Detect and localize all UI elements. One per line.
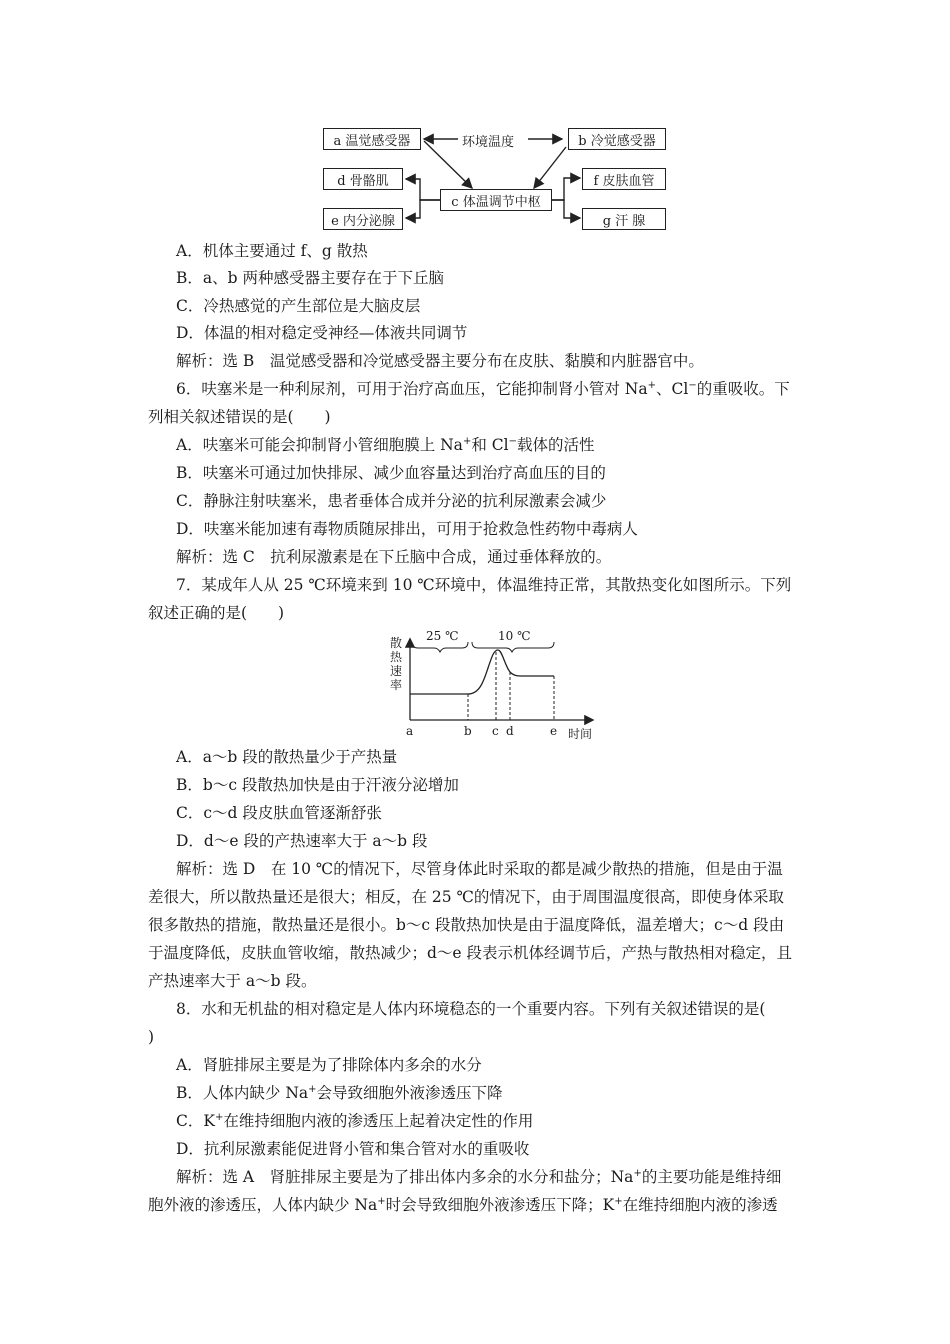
endocrine-gland-box: e 内分泌腺 — [323, 208, 403, 230]
q5-option-b: B．a、b 两种感受器主要存在于下丘脑 — [176, 269, 444, 287]
q5-analysis: 解析：选 B 温觉感受器和冷觉感受器主要分布在皮肤、黏膜和内脏器官中。 — [176, 352, 704, 370]
graph-label-10: 10 ℃ — [498, 629, 531, 643]
q7-stem-line1: 7．某成年人从 25 ℃环境来到 10 ℃环境中，体温维持正常，其散热变化如图所示。下列 — [176, 576, 792, 594]
tick-c: c — [492, 724, 499, 738]
q7-analysis-line1: 解析：选 D 在 10 ℃的情况下，尽管身体此时采取的都是减少散热的措施，但是由于温 — [176, 860, 783, 878]
q6-option-a-text: 和 Cl — [471, 436, 509, 454]
tick-a: a — [406, 724, 414, 738]
q8-analysis-text: 胞外液的渗透压，人体内缺少 Na — [148, 1196, 378, 1214]
tick-e: e — [550, 724, 558, 738]
q6-option-d: D．呋塞米能加速有毒物质随尿排出，可用于抢救急性药物中毒病人 — [176, 520, 638, 538]
y-char: 速 — [390, 664, 403, 678]
q6-stem-line2: 列相关叙述错误的是( ) — [148, 408, 331, 426]
q8-option-c-text: C．K — [176, 1112, 215, 1130]
sup-plus: + — [214, 1111, 224, 1123]
q8-option-b-text: 会导致细胞外液渗透压下降 — [316, 1084, 503, 1102]
q7-stem-line2: 叙述正确的是( ) — [148, 604, 285, 622]
sup-plus: + — [633, 1167, 642, 1179]
q8-option-c — [176, 1111, 533, 1131]
q5-option-d: D．体温的相对稳定受神经—体液共同调节 — [176, 324, 468, 342]
cold-receptor-box: b 冷觉感受器 — [568, 128, 666, 150]
skin-vessel-box: f 皮肤血管 — [582, 168, 666, 190]
q6-stem-text: 的重吸收。下 — [696, 380, 790, 398]
regulation-center-box: c 体温调节中枢 — [440, 189, 552, 211]
q7-analysis-line4: 于温度降低，皮肤血管收缩，散热减少；d～e 段表示机体经调节后，产热与散热相对稳定，且 — [148, 944, 793, 962]
q7-analysis-line5: 产热速率大于 a～b 段。 — [148, 972, 317, 990]
q6-analysis: 解析：选 C 抗利尿激素是在下丘脑中合成，通过垂体释放的。 — [176, 548, 612, 566]
q6-option-a-text: A．呋塞米可能会抑制肾小管细胞膜上 Na — [176, 436, 463, 454]
q6-stem-line1 — [176, 379, 790, 399]
environment-temperature-label: 环境温度 — [462, 135, 515, 150]
q8-analysis-text: 的主要功能是维持细 — [641, 1168, 782, 1186]
brace-10 — [472, 642, 554, 652]
q8-option-a: A．肾脏排尿主要是为了排除体内多余的水分 — [176, 1056, 482, 1074]
q8-stem-line1: 8．水和无机盐的相对稳定是人体内环境稳态的一个重要内容。下列有关叙述错误的是( — [176, 1000, 766, 1018]
q7-option-b: B．b～c 段散热加快是由于汗液分泌增加 — [176, 776, 459, 794]
q7-analysis-line3: 很多散热的措施，散热量还是很小。b～c 段散热加快是由于温度降低，温差增大；c～d 段由 — [148, 916, 785, 934]
heat-dissipation-graph — [380, 628, 600, 740]
q8-option-d: D．抗利尿激素能促进肾小管和集合管对水的重吸收 — [176, 1140, 530, 1158]
q8-analysis-line1 — [176, 1167, 781, 1187]
q7-analysis-line2: 差很大，所以散热量还是很大；相反，在 25 ℃的情况下，由于周围温度很高，即使身体采取 — [148, 888, 784, 906]
sup-plus: + — [647, 379, 656, 391]
q7-option-d: D．d～e 段的产热速率大于 a～b 段 — [176, 832, 428, 850]
sup-plus: + — [614, 1195, 623, 1207]
sup-plus: + — [462, 435, 472, 447]
y-char: 散 — [390, 636, 403, 650]
tick-b: b — [464, 724, 472, 738]
q5-option-c: C．冷热感觉的产生部位是大脑皮层 — [176, 297, 421, 315]
q8-analysis-text: 时会导致细胞外液渗透压下降；K — [385, 1196, 615, 1214]
q6-option-b: B．呋塞米可通过加快排尿、减少血容量达到治疗高血压的目的 — [176, 464, 606, 482]
graph-x-label: 时间 — [568, 727, 593, 741]
warm-receptor-box: a 温觉感受器 — [323, 128, 421, 150]
q8-option-b — [176, 1083, 503, 1103]
q8-analysis-text: 解析：选 A 肾脏排尿主要是为了排出体内多余的水分和盐分；Na — [176, 1168, 634, 1186]
q6-stem-text: 、Cl — [656, 380, 689, 398]
sup-plus: + — [308, 1083, 317, 1095]
q6-option-a — [176, 435, 594, 455]
sup-minus: − — [688, 379, 697, 391]
q5-option-a: A．机体主要通过 f、g 散热 — [176, 242, 368, 260]
q6-stem-text: 6．呋塞米是一种利尿剂，可用于治疗高血压，它能抑制肾小管对 Na — [176, 380, 648, 398]
y-char: 热 — [390, 650, 403, 664]
q7-option-c: C．c～d 段皮肤血管逐渐舒张 — [176, 804, 382, 822]
graph-y-label — [390, 636, 404, 692]
y-char: 率 — [390, 678, 403, 692]
graph-label-25: 25 ℃ — [426, 629, 459, 643]
q8-analysis-line2 — [148, 1195, 778, 1215]
skeletal-muscle-box: d 骨骼肌 — [323, 168, 403, 190]
tick-d: d — [506, 724, 514, 738]
q8-analysis-text: 在维持细胞内液的渗透 — [622, 1196, 778, 1214]
sup-plus: + — [377, 1195, 386, 1207]
sweat-gland-box: g 汗 腺 — [582, 208, 666, 230]
q8-option-c-text: 在维持细胞内液的渗透压上起着决定性的作用 — [223, 1112, 534, 1130]
sup-minus: − — [508, 435, 517, 447]
q8-option-b-text: B．人体内缺少 Na — [176, 1084, 309, 1102]
brace-25 — [412, 642, 468, 652]
q6-option-c: C．静脉注射呋塞米，患者垂体合成并分泌的抗利尿激素会减少 — [176, 492, 607, 510]
q8-stem-line2: ) — [148, 1028, 155, 1046]
dissipation-curve — [410, 650, 554, 694]
q7-option-a: A．a～b 段的散热量少于产热量 — [176, 748, 398, 766]
q6-option-a-text: 载体的活性 — [516, 436, 595, 454]
